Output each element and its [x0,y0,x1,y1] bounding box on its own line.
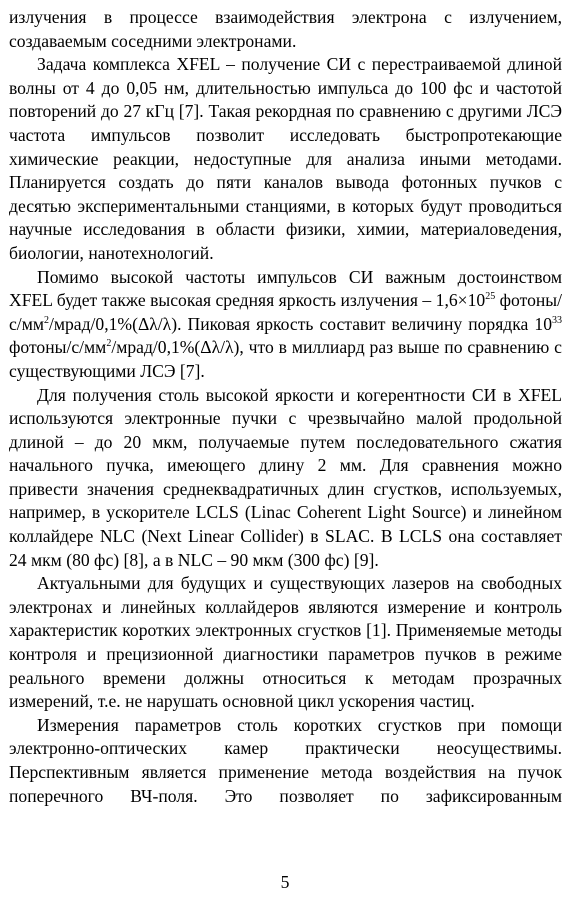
page-number: 5 [280,872,290,893]
brightness-text-4: фотоны/с/мм [9,337,107,358]
brightness-text-1: Помимо высокой частоты импульсов СИ важным достоинством XFEL будет также высокая средняя яркость излучения – 1,6×10 [9,266,562,311]
paragraph-continuation: излучения в процессе взаимодействия электрона с излучением, создаваемым соседними электронами. [9,7,562,51]
exponent-4: 2 [106,338,112,350]
brightness-text-2: фотоны/с/мм [9,290,562,334]
brightness-text-5: /мрад/0,1%(Δλ/λ), что в миллиард раз выше по сравнению с существующими ЛСЭ [7]. [9,337,562,381]
exponent-2: 2 [43,314,49,326]
paragraph-xfel-task: Задача комплекса XFEL – получение СИ с перестраиваемой длиной волны от 4 до 0,05 нм, длительностью импульса до 100 фс и частотой повторений до 27 кГц [7]. Такая рекордная по сравнению с другими ЛСЭ частота импульсов позволит исследовать быстропротекающие химические реакции, недоступные для анализа иными методами. Планируется создать до пяти каналов вывода фотонных пучков с десятью экспериментальными станциями, в которых будут проводиться научные исследования в области физики, химии, материаловедения, биологии, нанотехнологий. [9,54,562,263]
paragraph-measurements: Измерения параметров столь коротких сгустков при помощи электронно-оптических камер практически неосуществимы. Перспективным является применение метода воздействия на пучок поперечного ВЧ-поля. Это позволяет по зафиксированным [9,714,562,806]
paragraph-diagnostics: Актуальными для будущих и существующих лазеров на свободных электронах и линейных коллайдеров являются измерение и контроль характеристик коротких электронных сгустков [1]. Применяемые методы контроля и прецизионной диагностики параметров пучков в режиме реального времени должны относиться к методам прозрачных измерений, т.е. не нарушать основной цикл ускорения частиц. [9,573,562,712]
brightness-text-3: /мрад/0,1%(Δλ/λ). Пиковая яркость составит величину порядка 10 [48,313,552,334]
paragraph-bunch-length: Для получения столь высокой яркости и когерентности СИ в XFEL используются электронные пучки с чрезвычайно малой продольной длиной – до 20 мкм, получаемые путем последовательного сжатия начального пучка, имеющего длину 2 мм. Для сравнения можно привести значения среднеквадратичных длин сгустков, используемых, например, в ускорителе LCLS (Linac Coherent Light Source) и линейном коллайдере NLC (Next Linear Collider) в SLAC. В LCLS она составляет 24 мкм (80 фс) [8], а в NLC – 90 мкм (300 фс) [9]. [9,384,562,570]
paragraph-brightness [9,266,562,384]
exponent-1: 25 [485,291,496,303]
exponent-3: 33 [552,314,562,326]
